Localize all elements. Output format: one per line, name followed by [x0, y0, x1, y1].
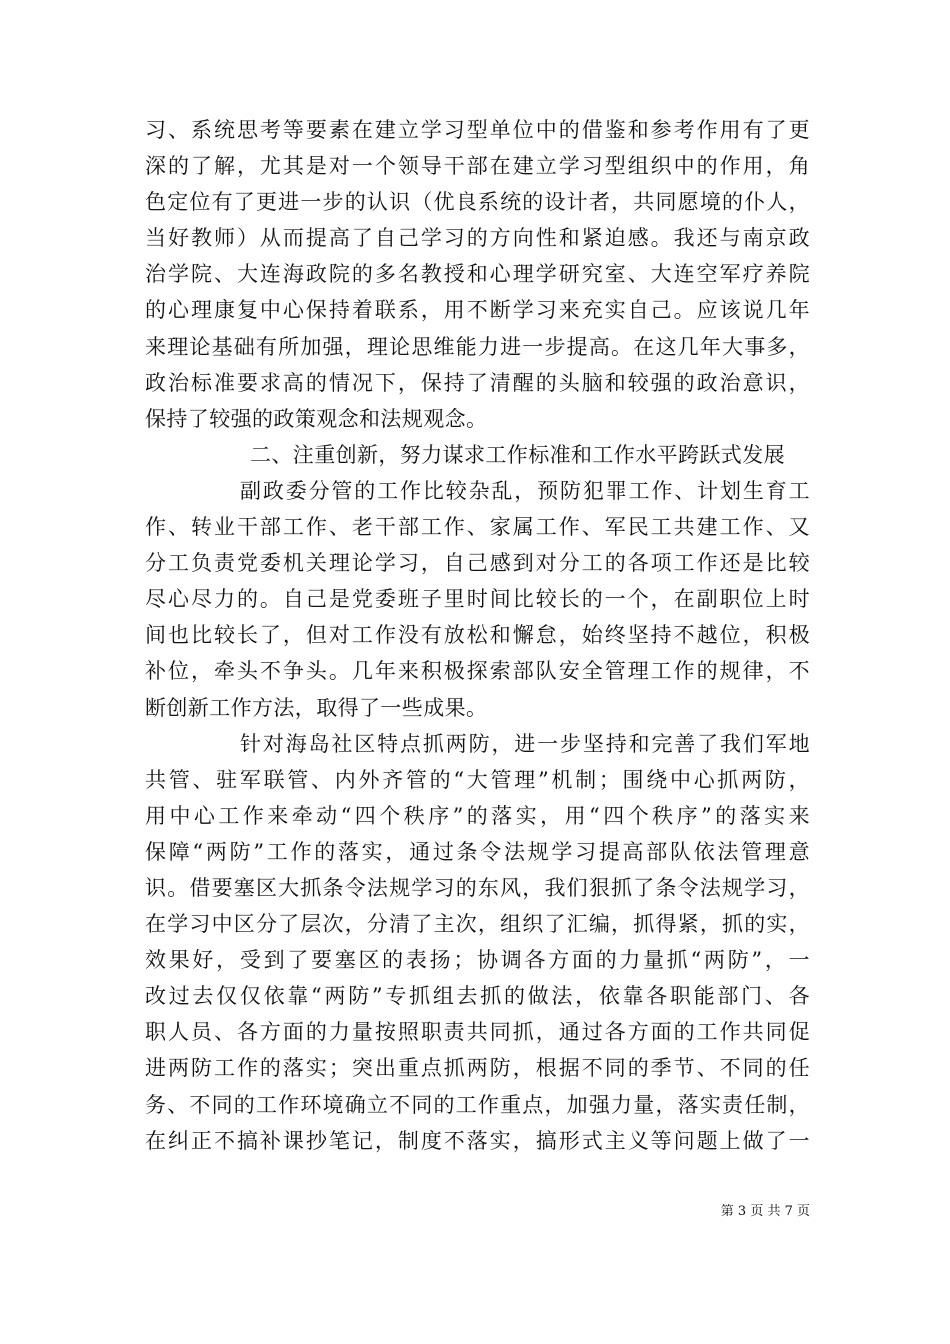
text-line: 当好教师）从而提高了自己学习的方向性和紧迫感。我还与南京政	[145, 226, 810, 251]
text-line: 改过去仅仅依靠“两防”专抓组去抓的做法，依靠各职能部门、各	[145, 984, 810, 1009]
text-line: 补位，牵头不争头。几年来积极探索部队安全管理工作的规律，不	[145, 659, 810, 684]
text-line: 共管、驻军联管、内外齐管的“大管理”机制；围绕中心抓两防，	[145, 767, 810, 792]
text-line: 治学院、大连海政院的多名教授和心理学研究室、大连空军疗养院	[145, 262, 810, 287]
text-line: 作、转业干部工作、老干部工作、家属工作、军民工共建工作、又	[145, 515, 810, 540]
text-line: 分工负责党委机关理论学习，自己感到对分工的各项工作还是比较	[145, 551, 810, 576]
text-line: 识。借要塞区大抓条令法规学习的东风，我们狠抓了条令法规学习，	[145, 875, 810, 900]
text-line: 在纠正不搞补课抄笔记，制度不落实，搞形式主义等问题上做了一	[145, 1128, 810, 1153]
section-heading: 二、注重创新，努力谋求工作标准和工作水平跨跃式发展	[250, 442, 785, 467]
page-number: 第 3 页 共 7 页	[720, 1204, 810, 1219]
text-line: 务、不同的工作环境确立不同的工作重点，加强力量，落实责任制，	[145, 1092, 810, 1117]
text-line: 保持了较强的政策观念和法规观念。	[145, 406, 488, 431]
text-line: 色定位有了更进一步的认识（优良系统的设计者，共同愿境的仆人，	[145, 190, 810, 215]
text-line: 深的了解，尤其是对一个领导干部在建立学习型组织中的作用，角	[145, 154, 810, 179]
text-line: 间也比较长了，但对工作没有放松和懈怠，始终坚持不越位，积极	[145, 623, 810, 648]
text-line: 习、系统思考等要素在建立学习型单位中的借鉴和参考作用有了更	[145, 118, 810, 142]
text-line: 来理论基础有所加强，理论思维能力进一步提高。在这几年大事多，	[145, 334, 810, 359]
text-line: 在学习中区分了层次，分清了主次，组织了汇编，抓得紧，抓的实，	[145, 912, 810, 937]
text-line: 进两防工作的落实；突出重点抓两防，根据不同的季节、不同的任	[145, 1056, 810, 1081]
text-line: 效果好，受到了要塞区的表扬；协调各方面的力量抓“两防”，一	[145, 948, 810, 973]
text-line: 针对海岛社区特点抓两防，进一步坚持和完善了我们军地	[240, 731, 810, 756]
text-line: 政治标准要求高的情况下，保持了清醒的头脑和较强的政治意识，	[145, 370, 810, 395]
text-line: 的心理康复中心保持着联系，用不断学习来充实自己。应该说几年	[145, 298, 810, 323]
text-line: 断创新工作方法，取得了一些成果。	[145, 695, 488, 720]
body-text	[145, 112, 810, 1159]
text-line: 保障“两防”工作的落实，通过条令法规学习提高部队依法管理意	[145, 839, 810, 864]
text-line: 尽心尽力的。自己是党委班子里时间比较长的一个，在副职位上时	[145, 587, 810, 612]
text-line: 副政委分管的工作比较杂乱，预防犯罪工作、计划生育工	[240, 478, 810, 503]
text-line: 职人员、各方面的力量按照职责共同抓，通过各方面的工作共同促	[145, 1020, 810, 1045]
text-line: 用中心工作来牵动“四个秩序”的落实，用“四个秩序”的落实来	[145, 803, 810, 828]
